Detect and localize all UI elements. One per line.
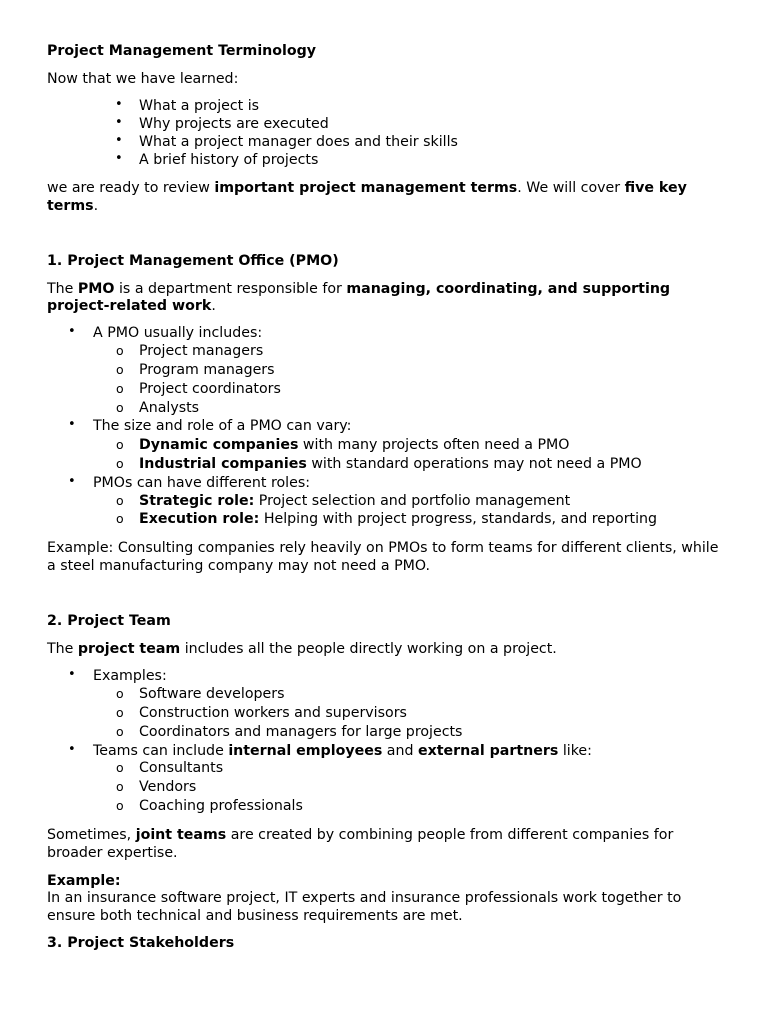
list-item: Teams can include internal employees and external partners like: xyxy=(93,743,592,759)
page-title: Project Management Terminology xyxy=(47,43,317,59)
bullet-icon: • xyxy=(68,324,76,339)
list-item: Industrial companies with standard operations may not need a PMO xyxy=(139,456,642,472)
bullet-icon: • xyxy=(68,742,76,757)
list-item: Program managers xyxy=(139,362,275,378)
list-item: Project coordinators xyxy=(139,381,281,397)
list-item: Consultants xyxy=(139,760,224,776)
list-item: Software developers xyxy=(139,686,285,702)
list-item: Analysts xyxy=(139,400,200,416)
sub-bullet-icon: o xyxy=(116,400,124,415)
list-item: Examples: xyxy=(93,668,167,684)
sub-bullet-icon: o xyxy=(116,724,124,739)
list-item: The size and role of a PMO can vary: xyxy=(93,418,352,434)
list-item: Construction workers and supervisors xyxy=(139,705,407,721)
list-item: What a project manager does and their skills xyxy=(139,134,458,150)
bullet-icon: • xyxy=(115,151,123,166)
sub-bullet-icon: o xyxy=(116,686,124,701)
list-item: Why projects are executed xyxy=(139,116,329,132)
list-item: A brief history of projects xyxy=(139,152,319,168)
list-item: A PMO usually includes: xyxy=(93,325,263,341)
joint-teams-paragraph: Sometimes, joint teams are created by combining people from different companies for xyxy=(47,827,674,843)
list-item: PMOs can have different roles: xyxy=(93,475,310,491)
bullet-icon: • xyxy=(68,417,76,432)
sub-bullet-icon: o xyxy=(116,798,124,813)
section-heading-stakeholders: 3. Project Stakeholders xyxy=(47,935,235,951)
sub-bullet-icon: o xyxy=(116,705,124,720)
sub-bullet-icon: o xyxy=(116,362,124,377)
sub-bullet-icon: o xyxy=(116,493,124,508)
bullet-icon: • xyxy=(115,97,123,112)
team-definition: The project team includes all the people directly working on a project. xyxy=(47,641,557,657)
bullet-icon: • xyxy=(68,667,76,682)
bullet-icon: • xyxy=(115,133,123,148)
list-item: What a project is xyxy=(139,98,260,114)
list-item: Dynamic companies with many projects often need a PMO xyxy=(139,437,570,453)
list-item: Coordinators and managers for large projects xyxy=(139,724,463,740)
sub-bullet-icon: o xyxy=(116,760,124,775)
list-item: Project managers xyxy=(139,343,264,359)
example-label: Example: xyxy=(47,873,121,889)
list-item: Vendors xyxy=(139,779,197,795)
section-heading-pmo: 1. Project Management Office (PMO) xyxy=(47,253,339,269)
sub-bullet-icon: o xyxy=(116,437,124,452)
sub-bullet-icon: o xyxy=(116,381,124,396)
ready-paragraph-cont: terms. xyxy=(47,198,99,214)
sub-bullet-icon: o xyxy=(116,343,124,358)
section-heading-team: 2. Project Team xyxy=(47,613,171,629)
team-example: In an insurance software project, IT experts and insurance professionals work together to xyxy=(47,890,682,906)
bullet-icon: • xyxy=(68,474,76,489)
ready-paragraph: we are ready to review important project management terms. We will cover five key xyxy=(47,180,687,196)
list-item: Execution role: Helping with project progress, standards, and reporting xyxy=(139,511,658,527)
bullet-icon: • xyxy=(115,115,123,130)
pmo-example: Example: Consulting companies rely heavily on PMOs to form teams for different clients, while xyxy=(47,540,719,556)
list-item: Coaching professionals xyxy=(139,798,303,814)
sub-bullet-icon: o xyxy=(116,456,124,471)
list-item: Strategic role: Project selection and portfolio management xyxy=(139,493,571,509)
intro-text: Now that we have learned: xyxy=(47,71,239,87)
pmo-definition: The PMO is a department responsible for managing, coordinating, and supporting xyxy=(47,281,671,297)
sub-bullet-icon: o xyxy=(116,511,124,526)
team-example-cont: ensure both technical and business requirements are met. xyxy=(47,908,463,924)
pmo-example-cont: a steel manufacturing company may not need a PMO. xyxy=(47,558,431,574)
joint-teams-paragraph-cont: broader expertise. xyxy=(47,845,178,861)
pmo-definition-cont: project-related work. xyxy=(47,298,216,314)
sub-bullet-icon: o xyxy=(116,779,124,794)
